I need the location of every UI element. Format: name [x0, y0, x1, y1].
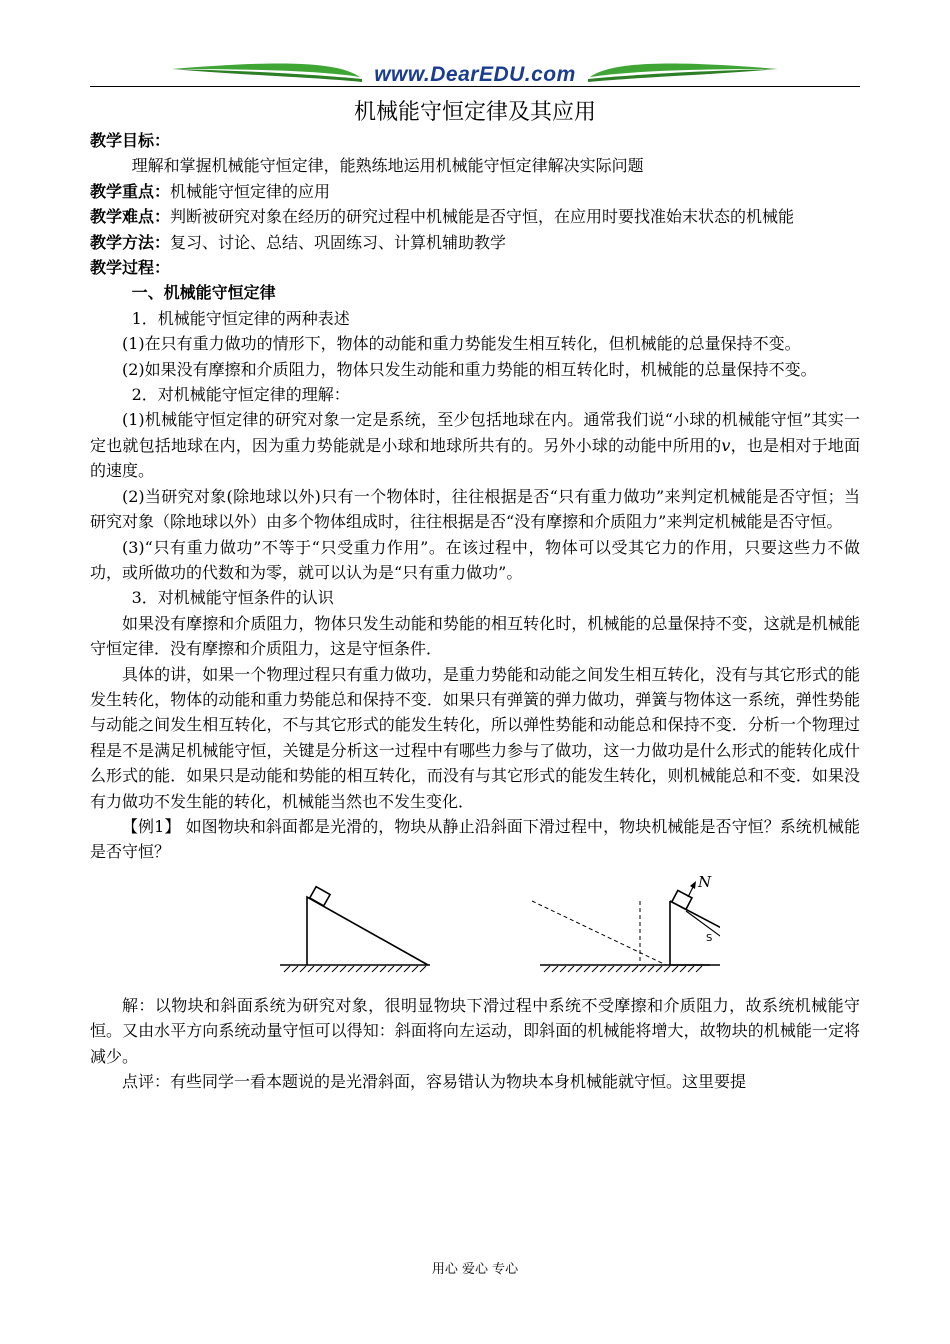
normal-force-label: N — [698, 872, 712, 891]
sub2-paragraph-3: (3)“只有重力做功”不等于“只受重力作用”。在该过程中，物体可以受其它力的作用，只要这些力不做功，或所做功的代数和为零，就可以认为是“只有重力做功”。 — [90, 537, 860, 582]
example-figures — [90, 871, 860, 989]
example-1-question — [90, 814, 860, 865]
sub3-paragraph-2: 具体的讲，如果一个物理过程只有重力做功，是重力势能和动能之间发生相互转化，没有与其它形式的能发生转化，物体的动能和重力势能总和保持不变．如果只有弹簧的弹力做功，弹簧与物体这一系统，弹性势能与动能之间发生相互转化，不与其它形式的能发生转化，所以弹性势能和动能总和保持不变．分析一个物理过程是不是满足机械能守恒，关键是分析这一过程中有哪些力参与了做功，这一力做功是什么形式的能转化成什么形式的能．如果只是动能和势能的相互转化，而没有与其它形式的能发生转化，则机械能总和不变．如果没有力做功不发生能的转化，机械能当然也不发生变化． — [90, 664, 860, 811]
method-label: 教学方法： — [90, 232, 171, 252]
difficulty-line — [90, 204, 860, 229]
sub3-paragraph-1: 如果没有摩擦和介质阻力，物体只发生动能和势能的相互转化时，机械能的总量保持不变，这就是机械能守恒定律．没有摩擦和介质阻力，这是守恒条件． — [90, 613, 860, 659]
sub3-title: 3．对机械能守恒条件的认识 — [131, 588, 334, 608]
document-body — [90, 128, 860, 1094]
section-heading: 一、机械能守恒定律 — [131, 283, 276, 303]
incline-figure-right — [530, 871, 720, 989]
sub2-paragraph-1 — [90, 407, 860, 483]
header-rule — [90, 86, 860, 87]
goal-label: 教学目标： — [90, 131, 171, 150]
sub2-paragraph-1-text: (1)机械能守恒定律的研究对象一定是系统，至少包括地球在内。通常我们说“小球的机械能守恒”其实一定也就包括地球在内，因为重力势能就是小球和地球所共有的。另外小球的动能中所用的 — [90, 410, 860, 455]
site-url[interactable]: www.DearEDU.com — [374, 63, 576, 86]
sub2-paragraph-2: (2)当研究对象(除地球以外)只有一个物体时，往往根据是否“只有重力做功”来判定机械能是否守恒；当研究对象（除地球以外）由多个物体组成时，往往根据是否“没有摩擦和介质阻力”来判定机械能是否守恒。 — [90, 486, 860, 532]
displacement-label: S — [706, 932, 713, 944]
example-1-question-text: 如图物块和斜面都是光滑的，物块从静止沿斜面下滑过程中，物块机械能是否守恒？系统机械能是否守恒？ — [90, 816, 860, 862]
difficulty-text: 判断被研究对象在经历的研究过程中机械能是否守恒，在应用时要找准始末状态的机械能 — [170, 207, 795, 227]
sub1-title: 1．机械能守恒定律的两种表述 — [131, 308, 350, 328]
method-line — [90, 230, 860, 255]
page-header — [90, 55, 860, 95]
focus-text: 机械能守恒定律的应用 — [170, 181, 331, 201]
process-label: 教学过程： — [90, 258, 171, 278]
velocity-symbol: v — [721, 435, 731, 455]
page-footer: 用心 爱心 专心 — [431, 1262, 519, 1277]
sub2-title: 2．对机械能守恒定律的理解： — [131, 385, 350, 405]
focus-line — [90, 179, 860, 204]
sub1-paragraph-2: (2)如果没有摩擦和介质阻力，物体只发生动能和重力势能的相互转化时，机械能的总量保持不变。 — [122, 359, 817, 379]
focus-label: 教学重点： — [90, 181, 171, 201]
difficulty-label: 教学难点： — [90, 207, 171, 227]
example-1-solution: 解：以物块和斜面系统为研究对象，很明显物块下滑过程中系统不受摩擦和介质阻力，故系统机械能守恒。又由水平方向系统动量守恒可以得知：斜面将向左运动，即斜面的机械能将增大，故物块的机械能一定将减少。 — [90, 995, 860, 1066]
sub2-paragraph-1-end: ，也是相对于地面的速度。 — [90, 435, 860, 481]
sub1-paragraph-1: (1)在只有重力做功的情形下，物体的动能和重力势能发生相互转化，但机械能的总量保持不变。 — [122, 334, 801, 354]
incline-figure-left — [280, 871, 440, 989]
example-1-label: 【例1】 — [122, 816, 181, 836]
method-text: 复习、讨论、总结、巩固练习、计算机辅助教学 — [170, 232, 507, 252]
page-title: 机械能守恒定律及其应用 — [353, 100, 596, 125]
goal-text: 理解和掌握机械能守恒定律，能熟练地运用机械能守恒定律解决实际问题 — [131, 156, 644, 176]
example-1-comment: 点评：有些同学一看本题说的是光滑斜面，容易错认为物块本身机械能就守恒。这里要提 — [122, 1072, 747, 1091]
